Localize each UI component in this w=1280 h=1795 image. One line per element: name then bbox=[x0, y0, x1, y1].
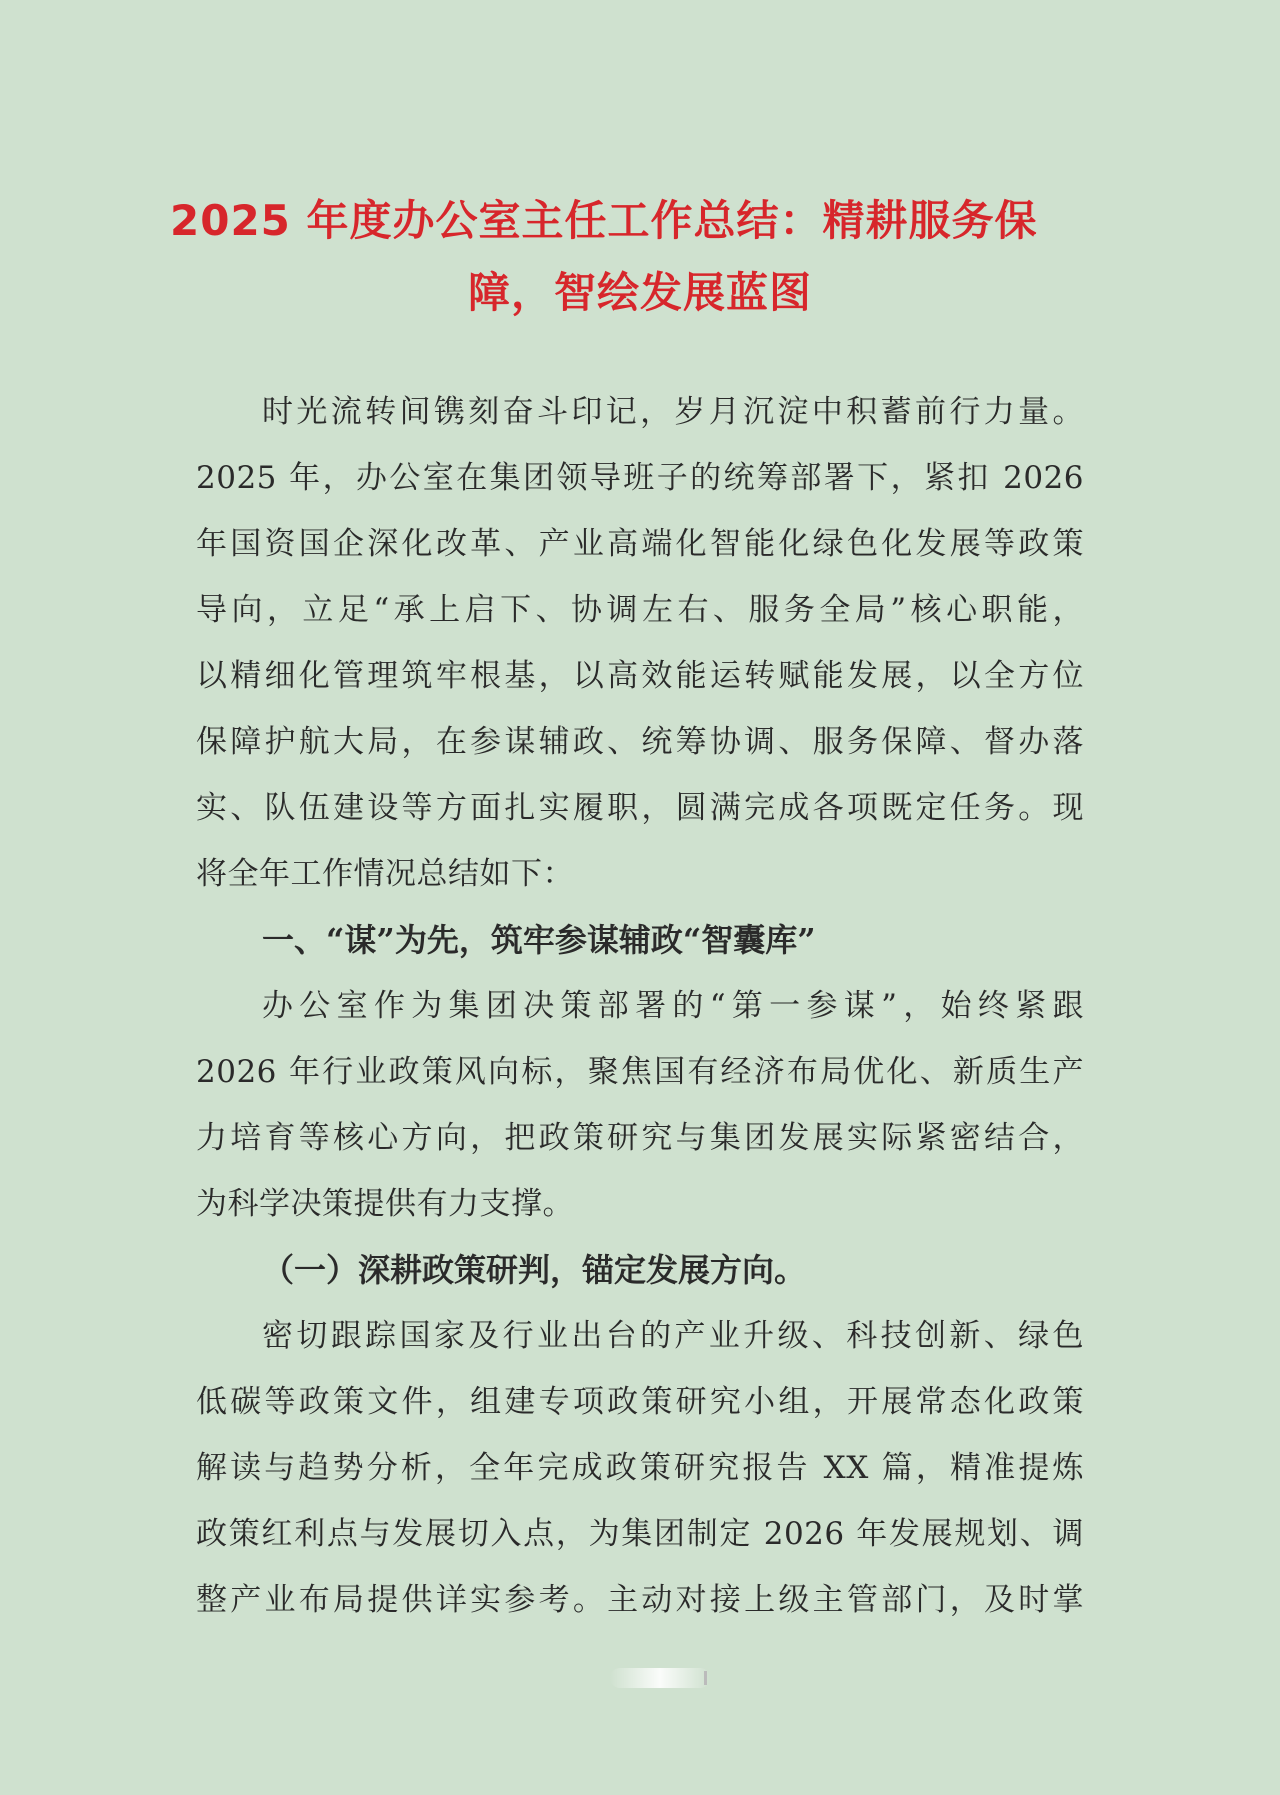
section-line: 为科学决策提供有力支撑。 bbox=[196, 1186, 574, 1222]
intro-line: 2025 年，办公室在集团领导班子的统筹部署下，紧扣 2026 bbox=[196, 460, 1084, 496]
document-title bbox=[170, 185, 1110, 329]
intro-line: 将全年工作情况总结如下： bbox=[196, 856, 574, 892]
section-line: 办公室作为集团决策部署的“第一参谋”，始终紧跟 bbox=[262, 988, 1084, 1024]
intro-line: 保障护航大局，在参谋辅政、统筹协调、服务保障、督办落 bbox=[196, 724, 1084, 760]
intro-line: 年国资国企深化改革、产业高端化智能化绿色化发展等政策 bbox=[196, 526, 1084, 562]
section-line: 2026 年行业政策风向标，聚焦国有经济布局优化、新质生产 bbox=[196, 1054, 1084, 1090]
intro-line: 实、队伍建设等方面扎实履职，圆满完成各项既定任务。现 bbox=[196, 790, 1084, 826]
page-scroll-indicator[interactable] bbox=[610, 1668, 710, 1688]
subsection-line: 解读与趋势分析，全年完成政策研究报告 XX 篇，精准提炼 bbox=[196, 1450, 1084, 1486]
intro-line: 导向，立足“承上启下、协调左右、服务全局”核心职能， bbox=[196, 592, 1084, 628]
scroll-tick bbox=[704, 1671, 707, 1685]
subsection-line: 密切跟踪国家及行业出台的产业升级、科技创新、绿色 bbox=[262, 1318, 1084, 1354]
subsection-line: 整产业布局提供详实参考。主动对接上级主管部门，及时掌 bbox=[196, 1582, 1084, 1618]
section-heading: 一、“谋”为先，筑牢参谋辅政“智囊库” bbox=[262, 921, 816, 959]
intro-line: 时光流转间镌刻奋斗印记，岁月沉淀中积蓄前行力量。 bbox=[262, 394, 1084, 430]
title-line-2: 障，智绘发展蓝图 bbox=[467, 268, 812, 317]
subsection-line: 低碳等政策文件，组建专项政策研究小组，开展常态化政策 bbox=[196, 1384, 1084, 1420]
section-line: 力培育等核心方向，把政策研究与集团发展实际紧密结合， bbox=[196, 1120, 1084, 1156]
subsection-heading: （一）深耕政策研判，锚定发展方向。 bbox=[262, 1251, 807, 1289]
subsection-line: 政策红利点与发展切入点，为集团制定 2026 年发展规划、调 bbox=[196, 1516, 1084, 1552]
intro-line: 以精细化管理筑牢根基，以高效能运转赋能发展，以全方位 bbox=[196, 658, 1084, 694]
title-line-1: 2025 年度办公室主任工作总结：精耕服务保 bbox=[170, 196, 1038, 245]
